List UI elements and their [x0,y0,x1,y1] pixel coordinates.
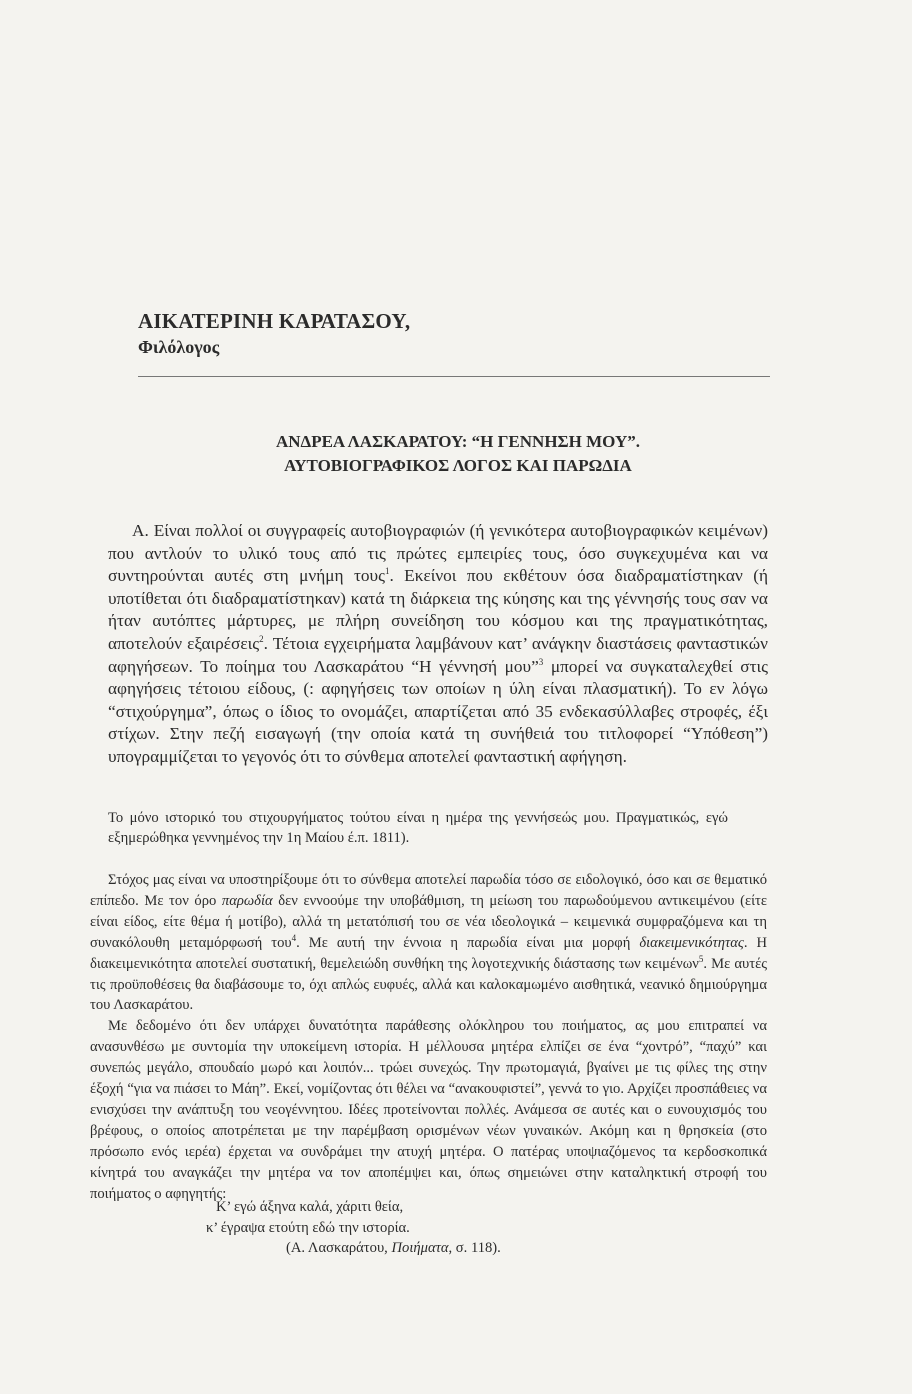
text-run: Α. Είναι πολλοί οι συγγραφείς αυτοβιογραφιών (ή γενικότερα αυτοβιογραφικών κειμένων) που αντλούν το υλικό τους από τις πρώτες εμπειρίες τους, όσο συγκεχυμένα και να συντηρούνται αυτές στη μνήμη τους [108,521,768,586]
author-role: Φιλόλογος [138,337,220,357]
footnote-ref: 5 [698,953,704,964]
verse-line: Κ’ εγώ άξηνα καλά, χάριτι θεία, [216,1199,404,1215]
section-a-paragraph [108,520,768,769]
footnote-ref: 3 [538,656,544,667]
emphasis: διακειμενικότητας [639,934,744,951]
verse-line: κ’ έγραψα ετούτη εδώ την ιστορία. [206,1219,410,1236]
footnote-ref: 4 [291,932,297,943]
text-run: δεν εννοούμε την υποβάθμιση, τη μείωση του παρωδούμενου αντικειμένου (είτε είναι είδος, είτε θέμα ή μοτίβο), αλλά τη μετατόπισή του σε νέα ιδεολογικά – κειμενικά συμφραζόμενα και τη συνακόλουθη μεταμόρφωσή του [90,892,767,951]
text-run: (Α. Λασκαράτου, [286,1240,392,1256]
emphasis: Ποιήματα [391,1240,449,1256]
verse-citation [90,1238,767,1259]
footnote-ref: 2 [259,634,264,645]
author-name: ΑΙΚΑΤΕΡΙΝΗ ΚΑΡΑΤΑΣΟΥ, [138,309,411,333]
block-quote: Το μόνο ιστορικό του στιχουργήματος τούτου είναι η ημέρα της γεννήσεώς μου. Πραγματικώς, εγώ εξημερώθηκα γεννημένος την 1η Μαίου έ.π. 1811). [108,810,728,846]
text-run: Στόχος μας είναι να υποστηρίξουμε ότι το σύνθεμα αποτελεί παρωδία τόσο σε ειδολογικό, όσο και σε θεματικό επίπεδο. Με τον όρο [90,872,767,909]
text-run: , σ. 118). [448,1240,501,1256]
paragraph: Με δεδομένο ότι δεν υπάρχει δυνατότητα παράθεσης ολόκληρου του ποιήματος, ας μου επιτραπεί να ανασυνθέσω με συντομία την υποκείμενη ιστορία. Η μέλλουσα μητέρα ελπίζει σε ένα “χοντρό”, “παχύ” και συνεπώς μεγάλο, σπουδαίο μωρό και λοιπόν... τρώει συνεχώς. Την πρωτομαγιά, βγαίνει με τις φίλες της στην έξοχή “για να πιάσει το Μάη”. Εκεί, νομίζοντας ότι θέλει να “ανακουφιστεί”, γεννά το γιο. Αρχίζει προσπάθειες να ενισχύσει την ανάπτυξη του νεογέννητου. Ιδέες προτείνονται πολλές. Ανάμεσα σε αυτές και ο ευνουχισμός του βρέφους, ο οποίος αποτρέπεται με την παρέμβαση ορισμένων νέων γυναικών. Ακόμη και η θρησκεία (στο πρόσωπο ενός ιερέα) έρχεται να συνδράμει την ατυχή μητέρα. Ο πατέρας υποψιαζόμενος τα κερδοσκοπικά κίνητρά του αναγκάζει την μητέρα να τον αποπέμψει και, όπως σημειώνει στην καταληκτική στροφή του ποιήματος ο αφηγητής: [90,1018,767,1202]
text-run: . Με αυτές τις προϋποθέσεις θα διαβάσουμε το, όχι απλώς ευφυές, αλλά και καλοκαμωμένο αισθητικά, νεανικό δημιούργημα του Λασκαράτου. [90,955,767,1014]
paragraph [90,870,767,1016]
footnote-ref: 1 [384,566,390,577]
section-a-body [108,520,768,769]
text-run: . Εκείνοι που εκθέτουν όσα διαδραματίστηκαν (ή υποτίθεται ότι διαδραματίστηκαν) κατά τη διάρκεια της κύησης και της γέννησής τους σαν να ήταν αυτόπτες μάρτυρες, με πλήρη συνείδηση του κόσμου και της πραγματικότητας, αποτελούν εξαιρέσεις [108,566,768,653]
verse-quote [90,1197,767,1259]
article-title-line-1: ΑΝΔΡΕΑ ΛΑΣΚΑΡΑΤΟΥ: “Η ΓΕΝΝΗΣΗ ΜΟΥ”. [276,432,640,451]
text-run: . Η διακειμενικότητα αποτελεί συστατική, θεμελειώδη συνθήκη της λογοτεχνικής διάστασης των κειμένων [90,934,768,972]
article-title-line-2: ΑΥΤΟΒΙΟΓΡΑΦΙΚΟΣ ΛΟΓΟΣ ΚΑΙ ΠΑΡΩΔΙΑ [284,456,632,475]
text-run: μπορεί να συγκαταλεχθεί στις αφηγήσεις τέτοιου είδους, (: αφηγήσεις των οποίων η ύλη είναι πλασματική). Το εν λόγω “στιχούργημα”, όπως ο ίδιος το ονομάζει, απαρτίζεται από 35 ενδεκασύλλαβες στροφές, έξι στίχων. Στην πεζή εισαγωγή (την οποία κατά τη συνήθειά του τιτλοφορεί “Υπόθεση”) υπογραμμίζεται το γεγονός ότι το σύνθεμα αποτελεί φανταστική αφήγηση. [108,656,769,766]
header-divider [138,376,770,377]
emphasis: παρωδία [221,892,273,909]
text-run: . Με αυτή την έννοια η παρωδία είναι μια μορφή [296,934,640,951]
section-b-body [90,870,767,1205]
text-run: . Τέτοια εγχειρήματα λαμβάνουν κατ’ ανάγκην διαστάσεις φανταστικών αφηγήσεων. Το ποίημα του Λασκαράτου “Η γέννησή μου” [108,633,768,676]
